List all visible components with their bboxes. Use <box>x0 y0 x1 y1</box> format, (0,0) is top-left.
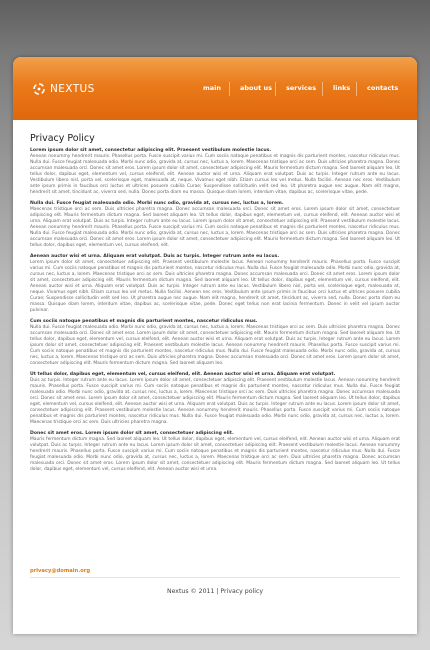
section-body: Lorem ipsum dolor sit amet, consectetuer adipiscing elit. Praesent vestibulum molestie lacus. Aenean nonummy hendrerit mauris. Phasellus porta. Fusce suscipit varius mi. Cum sociis natoque penatibus et magnis dis parturient montes, nascetur ridiculus mus. Nulla dui. Fusce feugiat malesuada odio. Morbi nunc odio, gravida at, cursus nec, luctus a, lorem. Maecenas tristique orci ac sem. Duis ultricies pharetra magna. Donec accumsan malesuada orci. Donec sit amet eros. Lorem ipsum dolor sit amet, consectetuer adipiscing elit. Mauris fermentum dictum magna. Sed laoreet aliquam leo. Ut tellus dolor, dapibus eget, elementum vel, cursus eleifend, elit. Aenean auctor wisi et urna. Aliquam erat volutpat. Duis ac turpis. Integer rutrum ante eu lacus. Vestibulum libero nisl, porta vel, scelerisque eget, malesuada at, neque. Vivamus eget nibh. Etiam cursus leo vel metus. Nulla facilisi. Aenean nec eros. Vestibulum ante ipsum primis in faucibus orci luctus et ultrices posuere cubilia Curae; Suspendisse sollicitudin velit sed leo. Ut pharetra augue nec augue. Nam elit magna, hendrerit sit amet, tincidunt ac, viverra sed, nulla. Donec porta diam eu massa. Quisque diam lorem, interdum vitae, dapibus ac, scelerisque vitae, pede. Donec eget tellus non erat lacinia fermentum. Donec in velit vel ipsum auctor pulvinar. <box>30 260 400 313</box>
policy-section <box>30 201 400 249</box>
nav-separator <box>275 82 276 96</box>
policy-section <box>30 372 400 426</box>
nav-item-main[interactable]: main <box>203 84 222 92</box>
footer-text: Nextus © 2011 | Privacy policy <box>166 588 264 595</box>
section-body: Mauris fermentum dictum magna. Sed laoreet aliquam leo. Ut tellus dolor, dapibus eget, elementum vel, cursus eleifend, elit. Aenean auctor wisi et urna. Aliquam erat volutpat. Duis ac turpis. Integer rutrum ante eu lacus. Lorem ipsum dolor sit amet, consectetuer adipiscing elit. Praesent vestibulum molestie lacus. Aenean nonummy hendrerit mauris. Phasellus porta. Fusce suscipit varius mi. Cum sociis natoque penatibus et magnis dis parturient montes, nascetur ridiculus mus. Nulla dui. Fusce feugiat malesuada odio. Morbi nunc odio, gravida at, cursus nec, luctus a, lorem. Maecenas tristique orci ac sem. Duis ultricies pharetra magna. Donec accumsan malesuada orci. Donec sit amet eros. Lorem ipsum dolor sit amet, consectetuer adipiscing elit. Mauris fermentum dictum magna. Sed laoreet aliquam leo. Ut tellus dolor, dapibus eget, elementum vel, cursus eleifend, elit. Aenean auctor wisi et urna. <box>30 437 400 472</box>
section-title: Donec sit amet eros. Lorem ipsum dolor sit amet, consectetuer adipiscing elit. <box>30 431 234 436</box>
nav-separator <box>322 82 323 96</box>
privacy-email-link[interactable]: privacy@domain.org <box>30 568 91 574</box>
policy-section <box>30 148 400 196</box>
policy-section <box>30 254 400 314</box>
nav-item-about-us[interactable]: about us <box>240 84 272 92</box>
brand-name: NEXTUS <box>50 83 95 95</box>
page-container <box>13 57 417 634</box>
footer-divider <box>30 577 400 578</box>
section-body: Duis ac turpis. Integer rutrum ante eu lacus. Lorem ipsum dolor sit amet, consectetuer adipiscing elit. Praesent vestibulum molestie lacus. Aenean nonummy hendrerit mauris. Phasellus porta. Fusce suscipit varius mi. Cum sociis natoque penatibus et magnis dis parturient montes, nascetur ridiculus mus. Nulla dui. Fusce feugiat malesuada odio. Morbi nunc odio, gravida at, cursus nec, luctus a, lorem. Maecenas tristique orci ac sem. Duis ultricies pharetra magna. Donec accumsan malesuada orci. Donec sit amet eros. Lorem ipsum dolor sit amet, consectetuer adipiscing elit. Mauris fermentum dictum magna. Sed laoreet aliquam leo. Ut tellus dolor, dapibus eget, elementum vel, cursus eleifend, elit. Aenean auctor wisi et urna. Aliquam erat volutpat. Duis ac turpis. Integer rutrum ante eu lacus. Lorem ipsum dolor sit amet, consectetuer adipiscing elit. Praesent vestibulum molestie lacus. Aenean nonummy hendrerit mauris. Phasellus porta. Fusce suscipit varius mi. Cum sociis natoque penatibus et magnis dis parturient montes, nascetur ridiculus mus. Nulla dui. Fusce feugiat malesuada odio. Morbi nunc odio, gravida at, cursus nec, luctus a, lorem. Maecenas tristique orci ac sem. Duis ultricies pharetra magna. <box>30 378 400 425</box>
section-title: Lorem ipsum dolor sit amet, consectetur adipiscing elit. Praesent vestibulum molestie lacus. <box>30 148 272 153</box>
section-title: Ut tellus dolor, dapibus eget, elementum vel, cursus eleifend, elit. Aenean auctor wisi et urna. Aliquam erat volutpat. <box>30 372 336 377</box>
site-header <box>13 57 417 120</box>
policy-section <box>30 319 400 367</box>
main-nav <box>13 84 417 96</box>
main-content <box>30 133 400 478</box>
nav-item-contacts[interactable]: contacts <box>367 84 399 92</box>
policy-section <box>30 431 400 473</box>
section-body: Maecenas tristique orci ac sem. Duis ultricies pharetra magna. Donec accumsan malesuada orci. Donec sit amet eros. Lorem ipsum dolor sit amet, consectetuer adipiscing elit. Mauris fermentum dictum magna. Sed laoreet aliquam leo. Ut tellus dolor, dapibus eget, elementum vel, cursus eleifend, elit. Aenean auctor wisi et urna. Aliquam erat volutpat. Duis ac turpis. Integer rutrum ante eu lacus. Lorem ipsum dolor sit amet, consectetuer adipiscing elit. Praesent vestibulum molestie lacus. Aenean nonummy hendrerit mauris. Phasellus porta. Fusce suscipit varius mi. Cum sociis natoque penatibus et magnis dis parturient montes, nascetur ridiculus mus. Nulla dui. Fusce feugiat malesuada odio. Morbi nunc odio, gravida at, cursus nec, luctus a, lorem. Maecenas tristique orci ac sem. Duis ultricies pharetra magna. Donec accumsan malesuada orci. Donec sit amet eros. Lorem ipsum dolor sit amet, consectetuer adipiscing elit. Mauris fermentum dictum magna. Sed laoreet aliquam leo. Ut tellus dolor, dapibus eget, elementum vel, cursus eleifend, elit. <box>30 207 400 248</box>
page-title: Privacy Policy <box>30 133 95 144</box>
nav-separator <box>229 82 230 96</box>
section-title: Cum sociis natoque penatibus et magnis dis parturient montes, nascetur ridiculus mus. <box>30 319 258 324</box>
nav-item-services[interactable]: services <box>286 84 317 92</box>
section-title: Aenean auctor wisi et urna. Aliquam erat volutpat. Duis ac turpis. Integer rutrum ante eu lacus. <box>30 254 280 259</box>
section-body: Nulla dui. Fusce feugiat malesuada odio. Morbi nunc odio, gravida at, cursus nec, luctus a, lorem. Maecenas tristique orci ac sem. Duis ultricies pharetra magna. Donec accumsan malesuada orci. Donec sit amet eros. Lorem ipsum dolor sit amet, consectetuer adipiscing elit. Mauris fermentum dictum magna. Sed laoreet aliquam leo. Ut tellus dolor, dapibus eget, elementum vel, cursus eleifend, elit. Aenean auctor wisi et urna. Aliquam erat volutpat. Duis ac turpis. Integer rutrum ante eu lacus. Lorem ipsum dolor sit amet, consectetuer adipiscing elit. Praesent vestibulum molestie lacus. Aenean nonummy hendrerit mauris. Phasellus porta. Fusce suscipit varius mi. Cum sociis natoque penatibus et magnis dis parturient montes, nascetur ridiculus mus. Nulla dui. Fusce feugiat malesuada odio. Morbi nunc odio, gravida at, cursus nec, luctus a, lorem. Maecenas tristique orci ac sem. Duis ultricies pharetra magna. Donec accumsan malesuada orci. Donec sit amet eros. Lorem ipsum dolor sit amet, consectetuer adipiscing elit. Mauris fermentum dictum magna. Sed laoreet aliquam leo. <box>30 325 400 366</box>
nav-separator <box>356 82 357 96</box>
nav-item-links[interactable]: links <box>333 84 351 92</box>
section-body: Aenean nonummy hendrerit mauris. Phasellus porta. Fusce suscipit varius mi. Cum sociis natoque penatibus et magnis dis parturient montes, nascetur ridiculus mus. Nulla dui. Fusce feugiat malesuada odio. Morbi nunc odio, gravida at, cursus nec, luctus a, lorem. Maecenas tristique orci ac sem. Duis ultricies pharetra magna. Donec accumsan malesuada orci. Donec sit amet eros. Lorem ipsum dolor sit amet, consectetuer adipiscing elit. Mauris fermentum dictum magna. Sed laoreet aliquam leo. Ut tellus dolor, dapibus eget, elementum vel, cursus eleifend, elit. Aenean auctor wisi et urna. Aliquam erat volutpat. Duis ac turpis. Integer rutrum ante eu lacus. Vestibulum libero nisl, porta vel, scelerisque eget, malesuada at, neque. Vivamus eget nibh. Etiam cursus leo vel metus. Nulla facilisi. Aenean nec eros. Vestibulum ante ipsum primis in faucibus orci luctus et ultrices posuere cubilia Curae; Suspendisse sollicitudin velit sed leo. Ut pharetra augue nec augue. Nam elit magna, hendrerit sit amet, tincidunt ac, viverra sed, nulla. Donec porta diam eu massa. Quisque diam lorem, interdum vitae, dapibus ac, scelerisque vitae, pede. <box>30 154 400 195</box>
section-title: Nulla dui. Fusce feugiat malesuada odio. Morbi nunc odio, gravida at, cursus nec, luctus a, lorem. <box>30 201 284 206</box>
